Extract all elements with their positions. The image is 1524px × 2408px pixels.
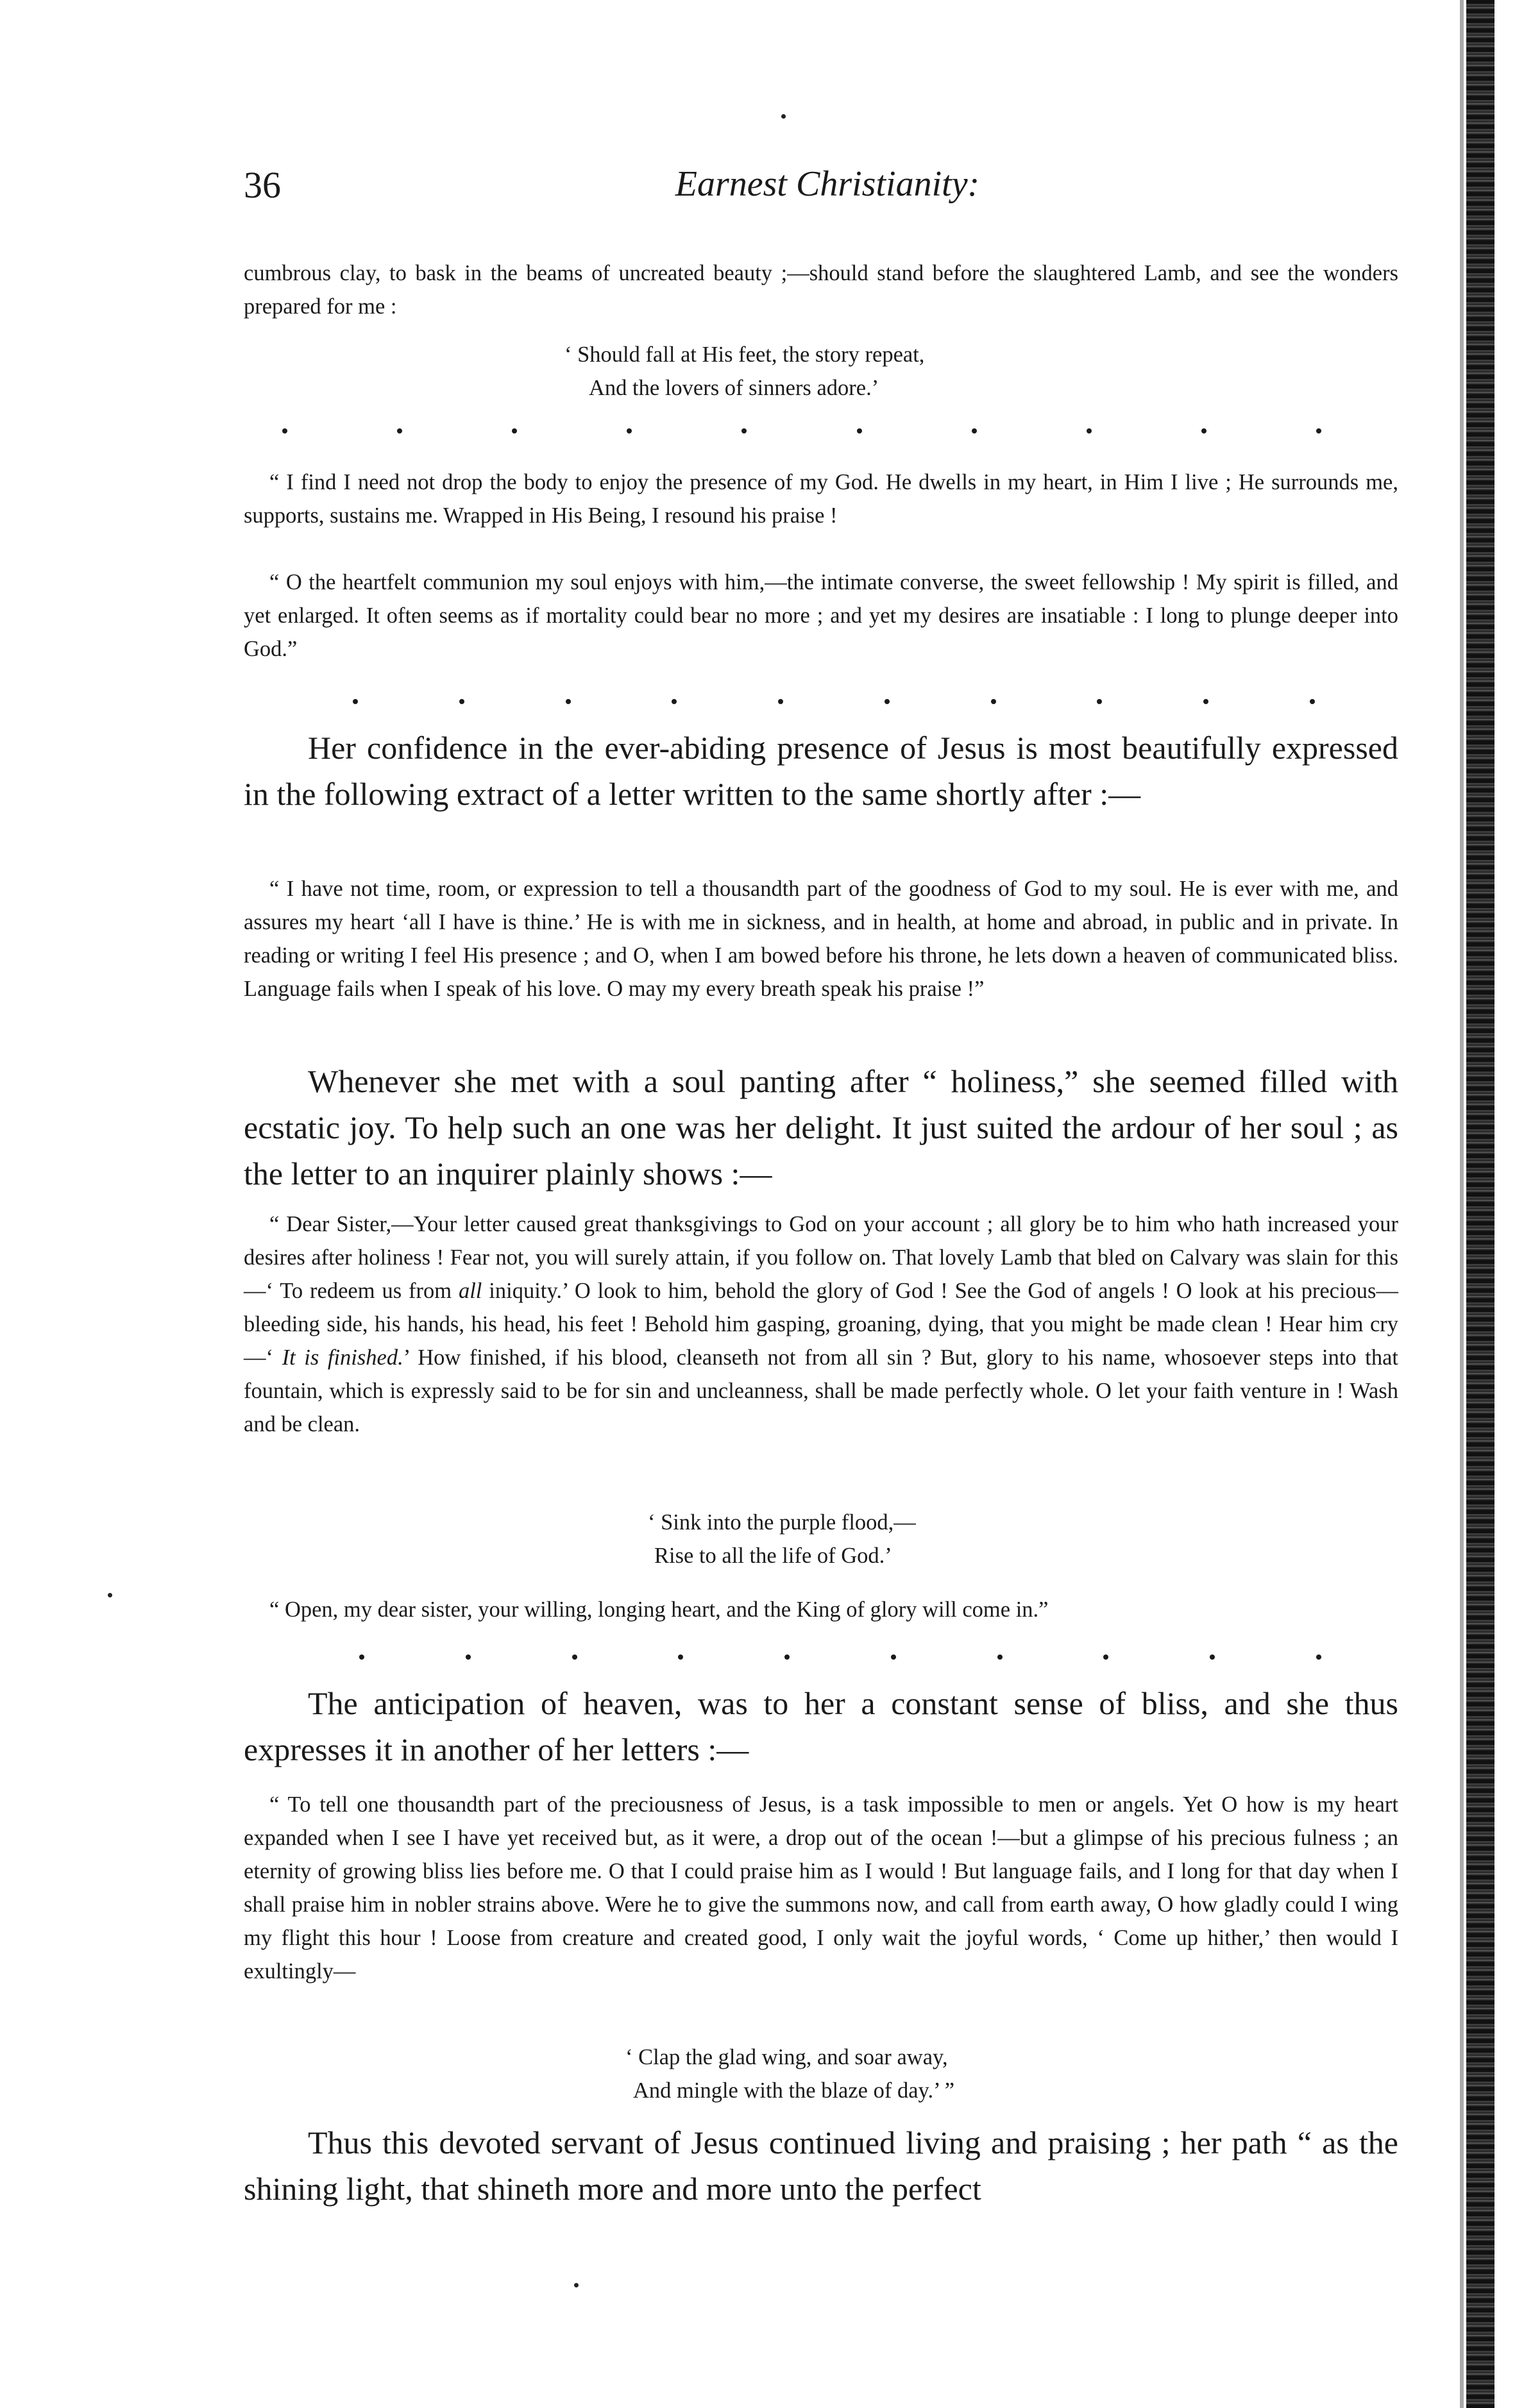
paragraph: “ O the heartfelt communion my soul enjoys with him,—the intimate converse, the sweet fellowship ! My spirit is filled, and yet enlarged. It often seems as if mortality could bear no more ; and yet my desires are insatiable : I long to plunge deeper into God.” [244,570,1398,661]
verse-line: And mingle with the blaze of day.’ ” [633,2078,955,2103]
verse-line: ‘ Sink into the purple flood,— [648,1510,916,1535]
print-speck [108,1593,112,1597]
ellipsis-divider [282,428,1321,434]
paragraph: “ I have not time, room, or expression to tell a thousandth part of the goodness of God to my soul. He is ever with me, and assures my heart ‘all I have is thine.’ He is with me in sickness, and in health, at home and abroad, in public and in private. In reading or writing I feel His presence ; and O, when I am bowed before his throne, he lets down a heaven of communicated bliss. Language fails when I speak of his love. O may my every breath speak his praise !” [244,877,1398,1001]
paragraph: Whenever she met with a soul panting after “ holiness,” she seemed filled with ecstatic joy. To help such an one was her delight. It just suited the ardour of her soul ; as the letter to an inquirer plainly shows :— [244,1063,1398,1191]
ellipsis-divider [359,1654,1321,1660]
page-number: 36 [244,164,281,206]
running-title: Earnest Christianity: [675,164,980,204]
verse [625,2041,954,2107]
verse-line: ‘ Should fall at His feet, the story repeat, [564,342,925,367]
print-speck [574,2283,579,2287]
paragraph: The anticipation of heaven, was to her a constant sense of bliss, and she thus expresses it in another of her letters :— [244,1685,1398,1767]
paragraph: “ To tell one thousandth part of the preciousness of Jesus, is a task impossible to men or angels. Yet O how is my heart expanded when I see I have yet received but, as it were, a drop out of the ocean !—but a glimpse of his precious fulness ; an eternity of growing bliss lies before me. O that I could praise him as I would ! But language fails, and I long for that day when I shall praise him in nobler strains above. Were he to give the summons now, and call from earth away, O how gladly could I wing my flight this hour ! Loose from creature and created good, I only wait the joyful words, ‘ Come up hither,’ then would I exultingly— [244,1792,1398,1983]
page-header [244,164,1411,215]
paragraph: cumbrous clay, to bask in the beams of uncreated beauty ;—should stand before the slaughtered Lamb, and see the wonders prepared for me : [244,261,1398,319]
verse [648,1506,916,1572]
paragraph: “ I find I need not drop the body to enjoy the presence of my God. He dwells in my heart, in Him I live ; He surrounds me, supports, sustains me. Wrapped in His Being, I resound his praise ! [244,470,1398,528]
verse [564,338,924,405]
paragraph: Her confidence in the ever-abiding presence of Jesus is most beautifully expressed in the following extract of a letter written to the same shortly after :— [244,730,1398,812]
letter-paragraph: “ Dear Sister,—Your letter caused great thanksgivings to God on your account ; all glory be to him who hath increased your desires after holiness ! Fear not, you will surely attain, if you follow on. That lovely Lamb that bled on Calvary was slain for this—‘ To redeem us from all iniquity.’ O look to him, behold the glory of God ! See the God of angels ! O look at his precious—bleeding side, his hands, his head, his feet ! Behold him gasping, groaning, dying, that you might be made clean ! Hear him cry—‘ It is finished.’ How finished, if his blood, cleanseth not from all sin ? But, glory to his name, whosoever steps into that fountain, which is expressly said to be for sin and uncleanness, shall be made perfectly whole. O let your faith venture in ! Wash and be clean. [244,1212,1398,1436]
book-spine [1466,0,1494,2408]
ellipsis-divider [353,699,1315,704]
paragraph: “ Open, my dear sister, your willing, longing heart, and the King of glory will come in.” [269,1597,1049,1622]
page-edge-shadow [1460,0,1464,2408]
verse-line: And the lovers of sinners adore.’ [589,376,879,400]
verse-line: ‘ Clap the glad wing, and soar away, [625,2045,948,2069]
verse-line: Rise to all the life of God.’ [654,1544,892,1568]
paragraph: Thus this devoted servant of Jesus continued living and praising ; her path “ as the shining light, that shineth more and more unto the perfect [244,2125,1398,2207]
print-speck [781,114,786,119]
